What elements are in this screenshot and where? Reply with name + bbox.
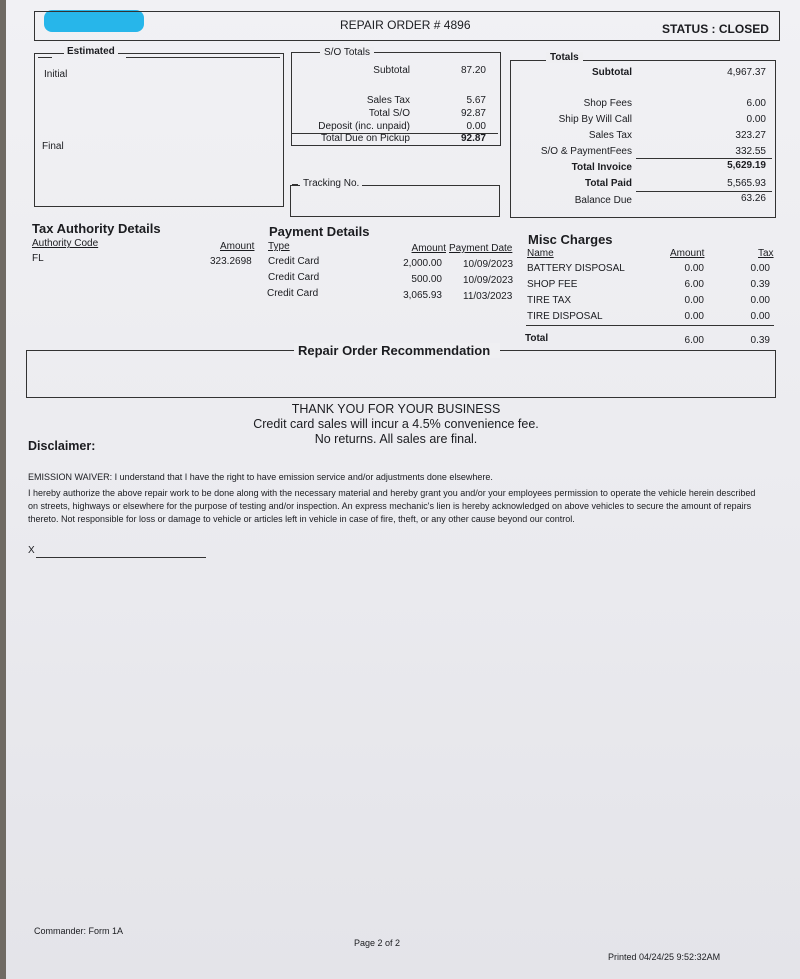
so-sales-tax-label: Sales Tax bbox=[366, 95, 410, 106]
so-deposit-value: 0.00 bbox=[466, 121, 486, 132]
misc-name-header: Name bbox=[527, 248, 554, 259]
totals-will-call-label: Ship By Will Call bbox=[558, 114, 632, 125]
repair-order-title: REPAIR ORDER # 4896 bbox=[340, 18, 471, 32]
misc-row-3-tax: 0.00 bbox=[750, 295, 770, 306]
so-subtotal-value: 87.20 bbox=[460, 65, 486, 76]
misc-row-1-tax: 0.00 bbox=[750, 263, 770, 274]
totals-subtotal-value: 4,967.37 bbox=[727, 67, 766, 78]
misc-row-1-name: BATTERY DISPOSAL bbox=[527, 263, 625, 274]
totals-will-call-value: 0.00 bbox=[746, 114, 766, 125]
misc-heading: Misc Charges bbox=[528, 232, 613, 247]
so-sales-tax-value: 5.67 bbox=[466, 95, 486, 106]
totals-label: Totals bbox=[546, 52, 583, 63]
totals-paid-label: Total Paid bbox=[584, 178, 632, 189]
payment-type-header: Type bbox=[268, 241, 290, 252]
totals-balance-rule bbox=[636, 191, 772, 192]
misc-row-2-amount: 6.00 bbox=[684, 279, 704, 290]
estimated-rule-left bbox=[38, 57, 52, 58]
printed-timestamp: Printed 04/24/25 9:52:32AM bbox=[608, 952, 721, 962]
misc-total-amount: 6.00 bbox=[684, 335, 704, 346]
so-due-value: 92.87 bbox=[460, 133, 486, 144]
payment-row-1-type: Credit Card bbox=[268, 256, 320, 267]
signature-line bbox=[36, 557, 206, 558]
misc-total-tax: 0.39 bbox=[750, 335, 770, 346]
form-name: Commander: Form 1A bbox=[34, 926, 124, 936]
totals-subtotal-label: Subtotal bbox=[592, 67, 632, 78]
payment-row-2-type: Credit Card bbox=[268, 272, 320, 283]
authorization-text: I hereby authorize the above repair work to be done along with the necessary material and hereby grant you and/or your employees permission to operate the vehicle herein described on streets, highways or elsewhere for the purpose of testing and/or inspection. An express mechanic's lien is hereby acknowledged on above vehicles to secure the amount of repairs thereto. Not responsible for loss or damage to vehicle or articles left in vehicle in case of fire, theft, or any other cause beyond our control. bbox=[28, 488, 756, 524]
misc-row-4-amount: 0.00 bbox=[684, 311, 704, 322]
so-deposit-label: Deposit (inc. unpaid) bbox=[318, 121, 410, 132]
misc-row-4-name: TIRE DISPOSAL bbox=[527, 311, 603, 322]
payment-row-3-date: 11/03/2023 bbox=[463, 291, 513, 302]
totals-sales-tax-label: Sales Tax bbox=[588, 130, 632, 141]
misc-amount-header: Amount bbox=[670, 248, 705, 259]
emission-waiver-text: EMISSION WAIVER: I understand that I have the right to have emission service and/or adjustments done elsewhere. bbox=[28, 472, 493, 482]
payment-row-1-amount: 2,000.00 bbox=[403, 258, 442, 269]
totals-balance-value: 63.26 bbox=[740, 193, 766, 204]
misc-row-2-tax: 0.39 bbox=[750, 279, 770, 290]
tax-authority-heading: Tax Authority Details bbox=[32, 221, 161, 236]
tax-authority-code: FL bbox=[32, 253, 44, 264]
payment-row-3-amount: 3,065.93 bbox=[403, 290, 442, 301]
totals-sales-tax-value: 323.27 bbox=[735, 130, 766, 141]
misc-row-3-name: TIRE TAX bbox=[527, 295, 572, 306]
recommendation-heading: Repair Order Recommendation bbox=[294, 343, 500, 358]
tracking-label: Tracking No. bbox=[300, 178, 362, 189]
signature-mark: X bbox=[28, 545, 35, 556]
estimated-rule-right bbox=[126, 57, 280, 58]
estimated-final-label: Final bbox=[42, 141, 64, 152]
totals-paid-value: 5,565.93 bbox=[727, 178, 766, 189]
payment-date-header: Payment Date bbox=[449, 243, 513, 254]
totals-shop-fees-value: 6.00 bbox=[746, 98, 766, 109]
thanks-line-3: No returns. All sales are final. bbox=[314, 432, 478, 446]
totals-so-fees-label: S/O & PaymentFees bbox=[540, 146, 632, 157]
so-totals-label: S/O Totals bbox=[320, 47, 374, 58]
misc-row-1-amount: 0.00 bbox=[684, 263, 704, 274]
tracking-rule-left bbox=[292, 184, 298, 185]
misc-total-label: Total bbox=[525, 333, 549, 344]
page-number: Page 2 of 2 bbox=[354, 938, 401, 948]
misc-total-rule bbox=[526, 325, 774, 326]
totals-invoice-rule bbox=[636, 158, 772, 159]
payment-amount-header: Amount bbox=[411, 243, 446, 254]
totals-balance-label: Balance Due bbox=[574, 195, 632, 206]
so-subtotal-label: Subtotal bbox=[373, 65, 410, 76]
status-badge: STATUS : CLOSED bbox=[662, 22, 769, 36]
so-total-value: 92.87 bbox=[460, 108, 486, 119]
estimated-initial-label: Initial bbox=[44, 69, 68, 80]
so-total-label: Total S/O bbox=[368, 108, 410, 119]
payment-row-3-type: Credit Card bbox=[267, 288, 319, 299]
repair-order-page bbox=[6, 0, 800, 979]
so-due-label: Total Due on Pickup bbox=[321, 133, 410, 144]
misc-row-4-tax: 0.00 bbox=[750, 311, 770, 322]
payment-row-2-amount: 500.00 bbox=[411, 274, 442, 285]
estimated-box bbox=[34, 53, 284, 207]
misc-row-2-name: SHOP FEE bbox=[527, 279, 578, 290]
payment-row-1-date: 10/09/2023 bbox=[463, 259, 514, 270]
tax-authority-code-header: Authority Code bbox=[32, 238, 99, 249]
disclaimer-heading: Disclaimer: bbox=[28, 439, 96, 453]
thanks-line-1: THANK YOU FOR YOUR BUSINESS bbox=[291, 402, 501, 416]
payment-heading: Payment Details bbox=[269, 224, 370, 239]
totals-invoice-value: 5,629.19 bbox=[727, 160, 766, 171]
totals-invoice-label: Total Invoice bbox=[571, 162, 632, 173]
misc-row-3-amount: 0.00 bbox=[684, 295, 704, 306]
misc-tax-header: Tax bbox=[758, 248, 774, 259]
estimated-label: Estimated bbox=[64, 46, 118, 57]
thanks-line-2: Credit card sales will incur a 4.5% convenience fee. bbox=[253, 417, 539, 431]
totals-shop-fees-label: Shop Fees bbox=[583, 98, 632, 109]
tracking-box bbox=[290, 185, 500, 217]
totals-so-fees-value: 332.55 bbox=[735, 146, 766, 157]
tax-authority-amount: 323.2698 bbox=[210, 256, 252, 267]
tax-authority-amount-header: Amount bbox=[220, 241, 255, 252]
payment-row-2-date: 10/09/2023 bbox=[463, 275, 514, 286]
